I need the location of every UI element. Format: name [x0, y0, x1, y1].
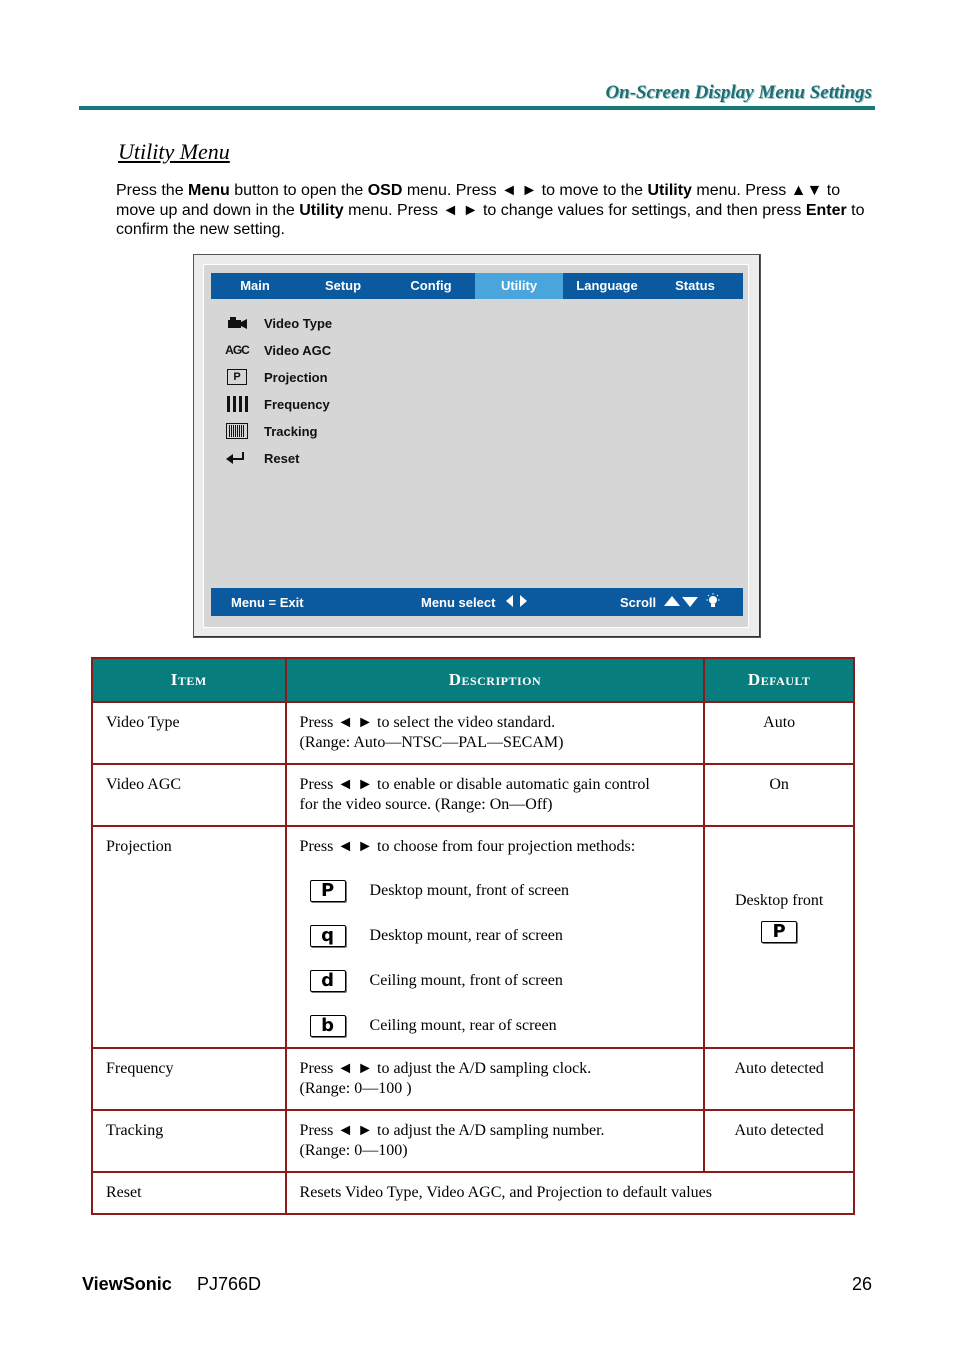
osd-footer-scroll: Scroll	[620, 595, 657, 610]
footer-brand: ViewSonic	[82, 1274, 172, 1294]
description-line: Press ◄ ► to adjust the A/D sampling number.	[299, 1122, 605, 1139]
description-line: (Range: Auto—NTSC—PAL—SECAM)	[299, 734, 564, 751]
header-description: Description	[286, 658, 705, 702]
intro-menu-keyword: Menu	[188, 182, 230, 199]
header-title: On-Screen Display Menu Settings	[605, 82, 872, 103]
section-title: Utility Menu	[118, 139, 230, 164]
osd-footer-exit: Menu = Exit	[231, 595, 304, 610]
header-item: Item	[92, 658, 286, 702]
left-right-arrows-icon	[506, 594, 528, 611]
cell-default: On	[704, 764, 854, 826]
description-line: Press ◄ ► to select the video standard.	[299, 714, 556, 731]
osd-tab-status[interactable]: Status	[675, 278, 715, 293]
intro-text: Press the	[116, 182, 189, 199]
table-row	[92, 1048, 854, 1110]
osd-tab-language[interactable]: Language	[576, 278, 638, 293]
osd-item-video-type[interactable]	[225, 313, 332, 333]
table-row	[92, 702, 854, 764]
method-label: Ceiling mount, front of screen	[369, 972, 563, 989]
cell-default: Auto detected	[704, 1110, 854, 1172]
header-default: Default	[704, 658, 854, 702]
cell-default: Auto	[704, 702, 854, 764]
osd-item-label: Tracking	[264, 423, 318, 439]
cell-item: Projection	[92, 826, 286, 1048]
osd-tab-bar	[211, 273, 743, 299]
intro-text: menu. Press ◄ ► to move to the	[402, 182, 648, 199]
projection-method	[300, 925, 691, 947]
description-line: Press ◄ ► to choose from four projection methods:	[299, 838, 636, 855]
method-label: Desktop mount, front of screen	[369, 882, 570, 899]
osd-item-label: Frequency	[264, 396, 330, 412]
method-label: Desktop mount, rear of screen	[369, 927, 563, 944]
table-header-row	[92, 658, 854, 702]
osd-tab-utility[interactable]: Utility	[475, 273, 563, 299]
cell-item: Video AGC	[92, 764, 286, 826]
up-down-arrows-icon	[664, 596, 698, 611]
cell-description	[286, 702, 705, 764]
intro-utility-keyword: Utility	[299, 201, 344, 219]
tracking-icon	[225, 422, 249, 440]
intro-enter-keyword: Enter	[805, 201, 847, 219]
desktop-rear-icon: q	[310, 925, 346, 947]
intro-text: button to open the	[229, 182, 368, 199]
projection-icon: P	[225, 368, 249, 386]
table-row	[92, 764, 854, 826]
frequency-icon	[225, 395, 249, 413]
ceiling-rear-icon: b	[310, 1015, 346, 1037]
intro-text: to confirm the new setting.	[116, 201, 865, 238]
cell-default	[704, 826, 854, 1048]
footer-model: PJ766D	[197, 1274, 262, 1294]
description-line: (Range: 0—100)	[299, 1142, 408, 1159]
osd-item-video-agc[interactable]	[225, 340, 331, 360]
osd-tab-setup[interactable]: Setup	[324, 278, 362, 293]
desktop-front-icon: P	[761, 921, 797, 943]
ceiling-front-icon: d	[310, 970, 346, 992]
camcorder-icon	[225, 314, 249, 332]
osd-item-projection[interactable]	[225, 367, 328, 387]
cell-description: Resets Video Type, Video AGC, and Projection to default values	[286, 1172, 854, 1214]
osd-tab-config[interactable]: Config	[410, 278, 452, 293]
footer-page-number: 26	[851, 1274, 872, 1294]
intro-osd-keyword: OSD	[367, 182, 403, 199]
projection-method	[300, 880, 691, 902]
utility-settings-table	[91, 657, 855, 1215]
osd-footer-bar	[211, 588, 743, 616]
agc-icon: AGC	[225, 343, 249, 357]
cell-description	[286, 1048, 705, 1110]
osd-item-frequency[interactable]	[225, 394, 330, 414]
osd-item-label: Projection	[264, 369, 328, 385]
osd-item-label: Video Type	[264, 315, 333, 331]
description-line: Press ◄ ► to adjust the A/D sampling clock.	[299, 1060, 592, 1077]
lightbulb-icon	[706, 593, 720, 612]
cell-description	[286, 764, 705, 826]
osd-item-reset[interactable]	[225, 448, 299, 468]
description-line: Press ◄ ► to enable or disable automatic gain control	[299, 776, 650, 793]
table-row	[92, 1110, 854, 1172]
cell-description	[286, 1110, 705, 1172]
osd-item-label: Reset	[264, 450, 300, 466]
method-label: Ceiling mount, rear of screen	[369, 1017, 557, 1034]
cell-item: Reset	[92, 1172, 286, 1214]
cell-item: Tracking	[92, 1110, 286, 1172]
osd-footer-select: Menu select	[421, 595, 496, 610]
table-row	[92, 1172, 854, 1214]
cell-item: Frequency	[92, 1048, 286, 1110]
cell-default: Auto detected	[704, 1048, 854, 1110]
intro-text: menu. Press ◄ ► to change values for settings, and then press	[343, 201, 806, 219]
intro-paragraph	[116, 181, 868, 240]
osd-item-tracking[interactable]	[225, 421, 317, 441]
desktop-front-icon: P	[310, 880, 346, 902]
reset-arrow-icon	[225, 449, 249, 467]
description-line: (Range: 0—100 )	[299, 1080, 412, 1097]
table-row	[92, 826, 854, 1048]
osd-item-label: Video AGC	[264, 342, 332, 358]
intro-text: menu. Press ▲▼ to move up and down in the	[116, 182, 841, 219]
cell-item: Video Type	[92, 702, 286, 764]
cell-description	[286, 826, 705, 1048]
projection-method	[300, 1015, 691, 1037]
osd-tab-main[interactable]: Main	[240, 278, 270, 293]
header-rule	[79, 106, 875, 110]
intro-utility-keyword: Utility	[647, 182, 692, 199]
default-value: Desktop front	[734, 892, 824, 909]
projection-method	[300, 970, 691, 992]
description-line: for the video source. (Range: On—Off)	[299, 796, 553, 813]
